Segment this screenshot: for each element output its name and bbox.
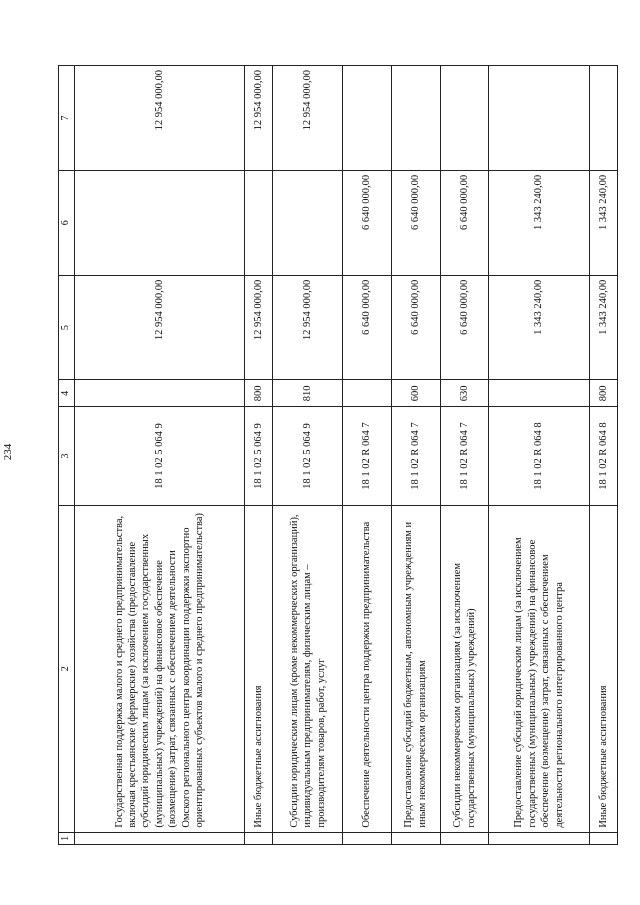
item-name-cell: Предоставление субсидий юридическим лицам (за исключением государственных (муниципальных) учреждений) на финансовое обеспечение (возмещение) затрат, связанных с обеспечением деятельности регионального интегрированного центра: [489, 505, 589, 832]
amount-cell-5: 6 640 000,00: [440, 275, 489, 380]
expense-type-cell: [489, 380, 589, 407]
item-name-cell: Государственная поддержка малого и среднего предпринимательства, включая крестьянские (фермерские) хозяйства (предоставление субсидий юридическим лицам (за исключением государственных (муниципальных) учреждений) на финансовое обеспечение (возмещение) затрат, связанных с обеспечением деятельности Омского регионального центра координации поддержки экспортно ориентированных субъектов малого и среднего предпринимательства): [74, 505, 244, 832]
table-row: [74, 66, 244, 845]
amount-cell-6: 6 640 000,00: [343, 170, 392, 275]
row-number-cell: [343, 832, 392, 844]
item-name-cell: Предоставление субсидий бюджетным, автономным учреждениям и иным некоммерческим организациям: [392, 505, 441, 832]
item-name-cell: Субсидии некоммерческим организациям (за исключением государственных (муниципальных) учреждений): [440, 505, 489, 832]
amount-cell-6: [245, 170, 273, 275]
amount-cell-5: 12 954 000,00: [245, 275, 273, 380]
table-row: [589, 66, 617, 845]
code-cell: 18 1 02 5 064 9: [273, 407, 343, 506]
row-number-cell: [440, 832, 489, 844]
expense-type-cell: [343, 380, 392, 407]
header-row: [59, 66, 75, 845]
row-number-cell: [589, 832, 617, 844]
row-number-cell: [392, 832, 441, 844]
table-row: [343, 66, 392, 845]
amount-cell-7: [392, 66, 441, 171]
amount-cell-6: [74, 170, 244, 275]
item-name-cell: Субсидии юридическим лицам (кроме некоммерческих организаций), индивидуальным предпринимателям, физическим лицам – производителям товаров, работ, услуг: [273, 505, 343, 832]
amount-cell-5: 6 640 000,00: [392, 275, 441, 380]
amount-cell-5: 6 640 000,00: [343, 275, 392, 380]
item-name-cell: Иные бюджетные ассигнования: [245, 505, 273, 832]
table-row: [489, 66, 589, 845]
row-number-cell: [489, 832, 589, 844]
expense-type-cell: 800: [245, 380, 273, 407]
expense-type-cell: [74, 380, 244, 407]
code-cell: 18 1 02 R 064 7: [440, 407, 489, 506]
row-number-cell: [74, 832, 244, 844]
header-cell: 1: [59, 832, 75, 844]
table-row: [392, 66, 441, 845]
table-row: [245, 66, 273, 845]
amount-cell-5: 12 954 000,00: [74, 275, 244, 380]
header-cell: 7: [59, 66, 75, 171]
code-cell: 18 1 02 R 064 8: [489, 407, 589, 506]
expense-type-cell: 630: [440, 380, 489, 407]
code-cell: 18 1 02 R 064 7: [343, 407, 392, 506]
code-cell: 18 1 02 5 064 9: [74, 407, 244, 506]
amount-cell-6: 1 343 240,00: [489, 170, 589, 275]
amount-cell-7: [440, 66, 489, 171]
amount-cell-6: 1 343 240,00: [589, 170, 617, 275]
amount-cell-5: 12 954 000,00: [273, 275, 343, 380]
header-cell: 2: [59, 505, 75, 832]
code-cell: 18 1 02 R 064 8: [589, 407, 617, 506]
code-cell: 18 1 02 5 064 9: [245, 407, 273, 506]
amount-cell-5: 1 343 240,00: [489, 275, 589, 380]
amount-cell-7: [343, 66, 392, 171]
amount-cell-6: [273, 170, 343, 275]
item-name-cell: Иные бюджетные ассигнования: [589, 505, 617, 832]
header-cell: 3: [59, 407, 75, 506]
budget-table: [58, 65, 618, 845]
table-row: [273, 66, 343, 845]
amount-cell-6: 6 640 000,00: [392, 170, 441, 275]
expense-type-cell: 800: [589, 380, 617, 407]
amount-cell-6: 6 640 000,00: [440, 170, 489, 275]
row-number-cell: [273, 832, 343, 844]
header-cell: 5: [59, 275, 75, 380]
amount-cell-5: 1 343 240,00: [589, 275, 617, 380]
expense-type-cell: 600: [392, 380, 441, 407]
amount-cell-7: 12 954 000,00: [273, 66, 343, 171]
code-cell: 18 1 02 R 064 7: [392, 407, 441, 506]
page-number: 234: [2, 443, 14, 461]
amount-cell-7: [489, 66, 589, 171]
amount-cell-7: 12 954 000,00: [245, 66, 273, 171]
item-name-cell: Обеспечение деятельности центра поддержки предпринимательства: [343, 505, 392, 832]
amount-cell-7: 12 954 000,00: [74, 66, 244, 171]
expense-type-cell: 810: [273, 380, 343, 407]
row-number-cell: [245, 832, 273, 844]
amount-cell-7: [589, 66, 617, 171]
header-cell: 6: [59, 170, 75, 275]
rotated-table-container: [58, 65, 618, 845]
table-row: [440, 66, 489, 845]
header-cell: 4: [59, 380, 75, 407]
